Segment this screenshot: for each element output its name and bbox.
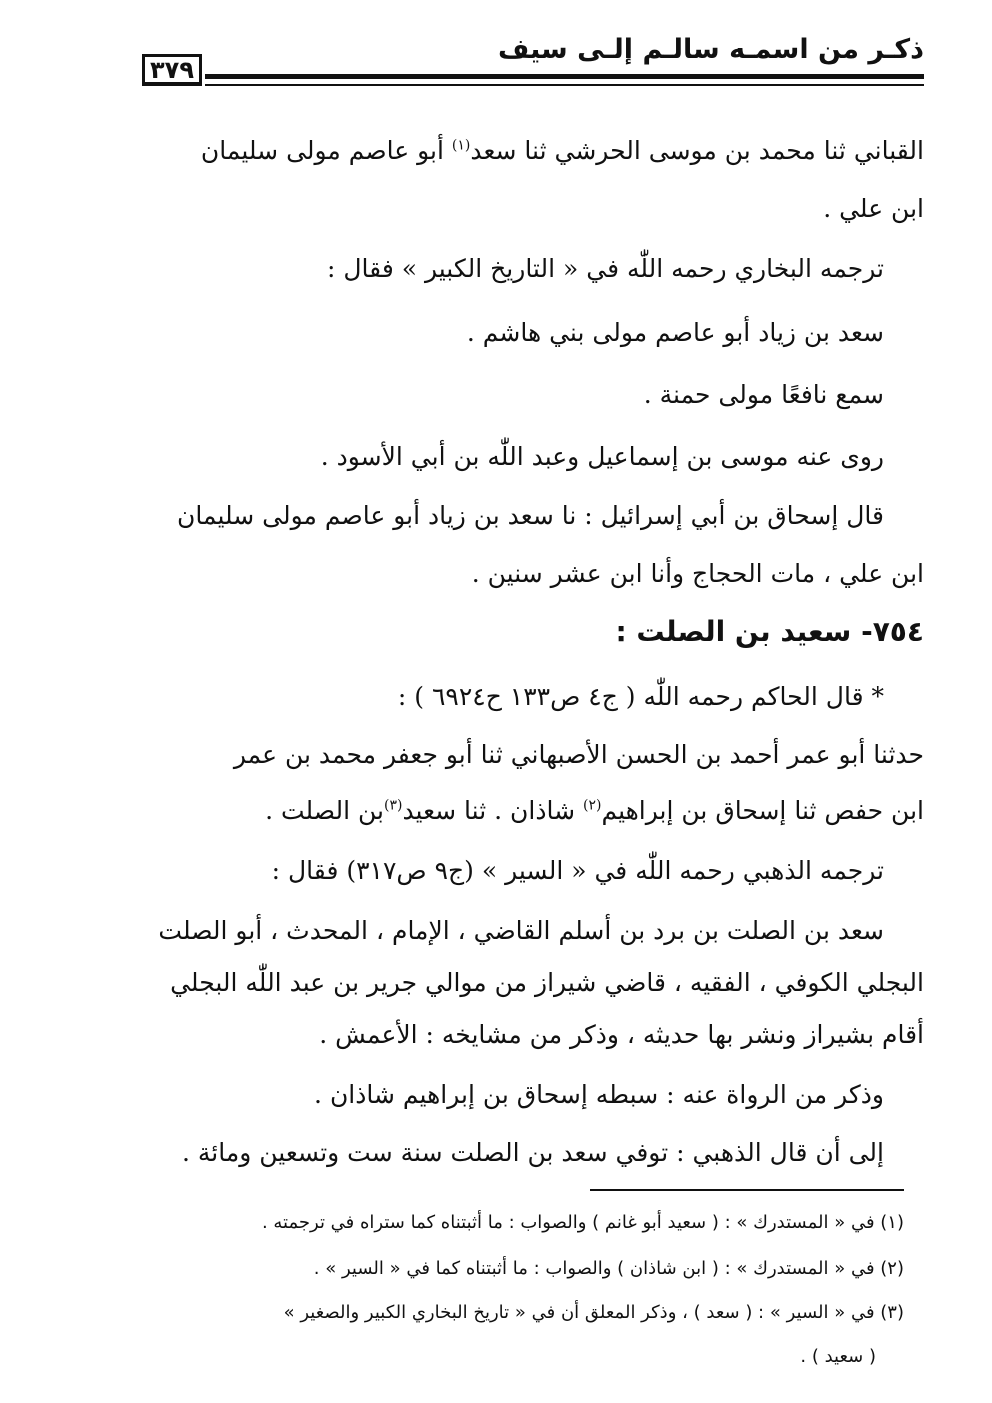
text-line-16: وذكر من الرواة عنه : سبطه إسحاق بن إبراهيم شاذان .: [314, 1080, 884, 1109]
text-line-17: إلى أن قال الذهبي : توفي سعد بن الصلت سنة ست وتسعين ومائة .: [181, 1138, 884, 1167]
text-line-8: ابن علي ، مات الحجاج وأنا ابن عشر سنين .: [471, 559, 924, 588]
text-line-6: روى عنه موسى بن إسماعيل وعبد اللّٰه بن أبي الأسود .: [320, 442, 884, 471]
text-line-7: قال إسحاق بن أبي إسرائيل : نا سعد بن زياد أبو عاصم مولى سليمان: [177, 501, 884, 530]
running-header: ذكـر من اسمـه سالـم إلـى سيف: [497, 34, 924, 65]
text-line-10: حدثنا أبو عمر أحمد بن الحسن الأصبهاني ثنا أبو جعفر محمد بن عمر: [233, 740, 924, 769]
header-rule-thick: [205, 74, 924, 79]
text-line-3: ترجمه البخاري رحمه اللّٰه في « التاريخ الكبير » فقال :: [327, 254, 884, 283]
text-segment: ابن حفص ثنا إسحاق بن إبراهيم: [601, 796, 924, 825]
footnote-3: (٣) في « السير » : ( سعد ) ، وذكر المعلق أن في « تاريخ البخاري الكبير والصغير »: [283, 1302, 904, 1323]
text-segment: بن الصلت .: [265, 796, 384, 825]
text-segment: شاذان . ثنا سعيد: [402, 796, 583, 825]
header-rule-thin: [205, 84, 924, 86]
text-line-14: البجلي الكوفي ، الفقيه ، قاضي شيراز من موالي جرير بن عبد اللّٰه البجلي: [170, 968, 924, 997]
text-line-11: [265, 794, 924, 828]
text-segment: القباني ثنا محمد بن موسى الحرشي ثنا سعد: [470, 136, 924, 165]
footnote-ref-1: (١): [451, 137, 471, 154]
text-line-12: ترجمه الذهبي رحمه اللّٰه في « السير » (ج٩ ص٣١٧) فقال :: [271, 856, 884, 885]
footnote-2: (٢) في « المستدرك » : ( ابن شاذان ) والصواب : ما أثبتناه كما في « السير » .: [313, 1258, 904, 1279]
footnote-ref-2: (٢): [582, 797, 602, 814]
text-line-5: سمع نافعًا مولى حمنة .: [643, 380, 884, 409]
entry-heading: ٧٥٤- سعيد بن الصلت :: [615, 615, 924, 648]
footnote-1: (١) في « المستدرك » : ( سعيد أبو غانم ) والصواب : ما أثبتناه كما ستراه في ترجمته .: [261, 1212, 904, 1233]
text-line-1: [201, 134, 924, 168]
footnote-ref-3: (٣): [383, 797, 403, 814]
text-line-15: أقام بشيراز ونشر بها حديثه ، وذكر من مشايخه : الأعمش .: [319, 1020, 924, 1049]
text-segment: أبو عاصم مولى سليمان: [200, 136, 452, 165]
text-line-9: * قال الحاكم رحمه اللّٰه ( ج٤ ص١٣٣ ح٦٩٢٤ ) :: [397, 682, 884, 711]
page-number-box: ٣٧٩: [142, 54, 202, 86]
text-line-4: سعد بن زياد أبو عاصم مولى بني هاشم .: [466, 318, 884, 347]
text-line-2: ابن علي .: [823, 194, 924, 223]
footnote-separator: [590, 1189, 904, 1191]
text-line-13: سعد بن الصلت بن برد بن أسلم القاضي ، الإمام ، المحدث ، أبو الصلت: [158, 916, 884, 945]
footnote-3-continuation: ( سعيد ) .: [800, 1346, 876, 1367]
